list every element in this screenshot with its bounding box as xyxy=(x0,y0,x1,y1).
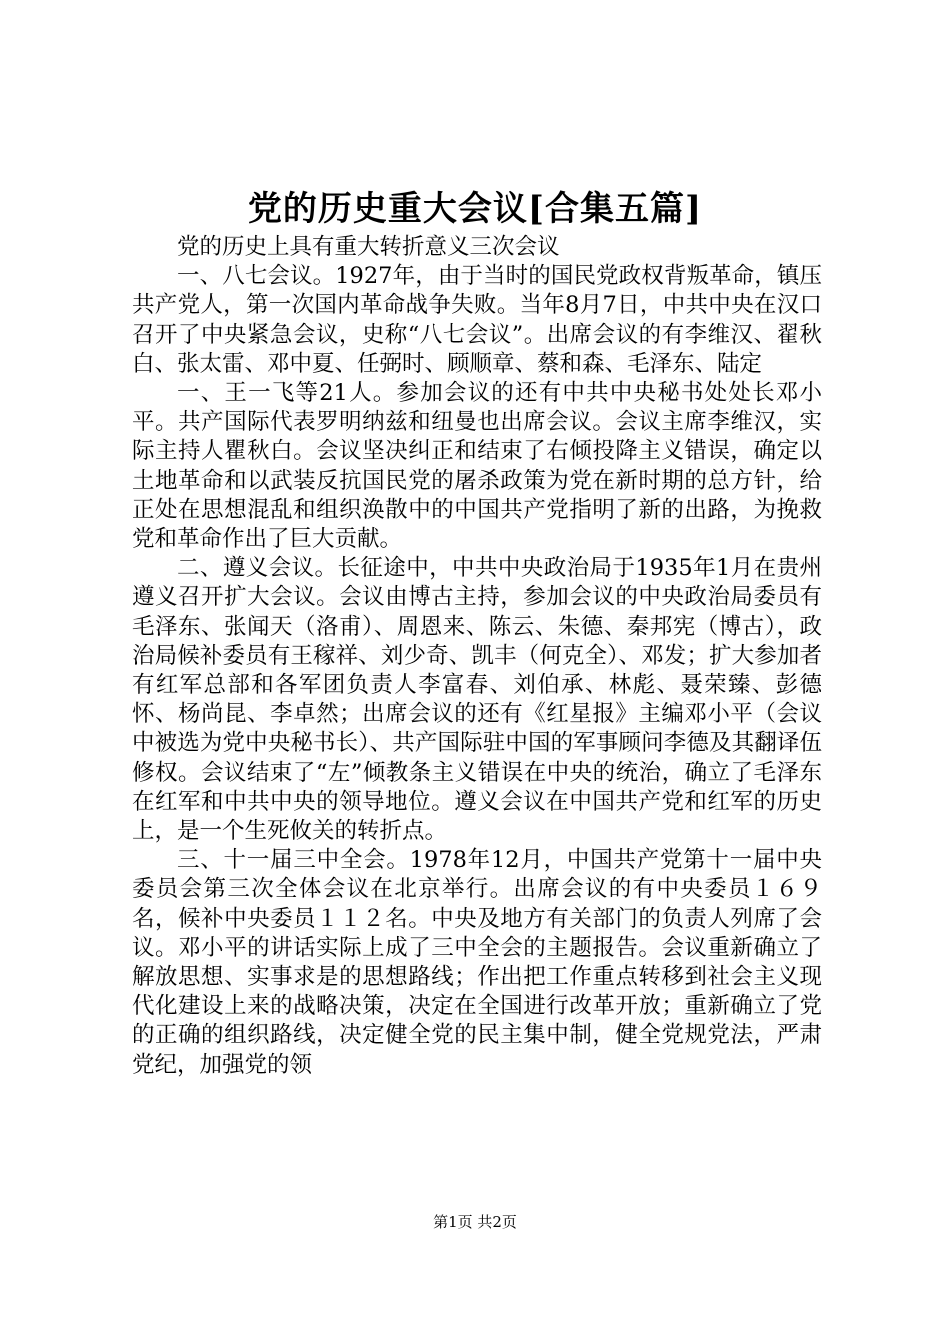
paragraph-subtitle: 党的历史上具有重大转折意义三次会议 xyxy=(177,234,560,260)
page-number: 第1页 共2页 xyxy=(433,1213,517,1231)
document-title: 党的历史重大会议[合集五篇] xyxy=(247,189,703,229)
paragraph-zunyi-meeting: 二、遵义会议。长征途中，中共中央政治局于1935年1月在贵州遵义召开扩大会议。会议由博古主持，参加会议的中央政治局委员有毛泽东、张闻天（洛甫）、周恩来、陈云、朱德、秦邦宪（博古），政治局候补委员有王稼祥、刘少奇、凯丰（何克全）、邓发；扩大参加者有红军总部和各军团负责人李富春、刘伯承、林彪、聂荣臻、彭德怀、杨尚昆、李卓然；出席会议的还有《红星报》主编邓小平（会议中被选为党中央秘书长）、共产国际驻中国的军事顾问李德及其翻译伍修权。会议结束了“左”倾教条主义错误在中央的统治，确立了毛泽东在红军和中共中央的领导地位。遵义会议在中国共产党和红军的历史上，是一个生死攸关的转折点。 xyxy=(132,555,822,845)
paragraph-august-seventh-meeting: 一、八七会议。1927年，由于当时的国民党政权背叛革命，镇压共产党人，第一次国内革命战争失败。当年8月7日，中共中央在汉口召开了中央紧急会议，史称“八七会议”。出席会议的有李维汉、翟秋白、张太雷、邓中夏、任弼时、顾顺章、蔡和森、毛泽东、陆定 xyxy=(132,263,822,377)
document-body xyxy=(132,233,822,1080)
page-footer xyxy=(0,1212,950,1232)
paragraph-attendees-continued: 一、王一飞等21人。参加会议的还有中共中央秘书处处长邓小平。共产国际代表罗明纳兹和纽曼也出席会议。会议主席李维汉，实际主持人瞿秋白。会议坚决纠正和结束了右倾投降主义错误，确定以土地革命和以武装反抗国民党的屠杀政策为党在新时期的总方针，给正处在思想混乱和组织涣散中的中国共产党指明了新的出路，为挽救党和革命作出了巨大贡献。 xyxy=(132,380,822,553)
paragraph-third-plenary-session: 三、十一届三中全会。1978年12月，中国共产党第十一届中央委员会第三次全体会议在北京举行。出席会议的有中央委员１６９名，候补中央委员１１２名。中央及地方有关部门的负责人列席了会议。邓小平的讲话实际上成了三中全会的主题报告。会议重新确立了解放思想、实事求是的思想路线；作出把工作重点转移到社会主义现代化建设上来的战略决策，决定在全国进行改革开放；重新确立了党的正确的组织路线，决定健全党的民主集中制，健全党规党法，严肃党纪，加强党的领 xyxy=(132,847,822,1078)
